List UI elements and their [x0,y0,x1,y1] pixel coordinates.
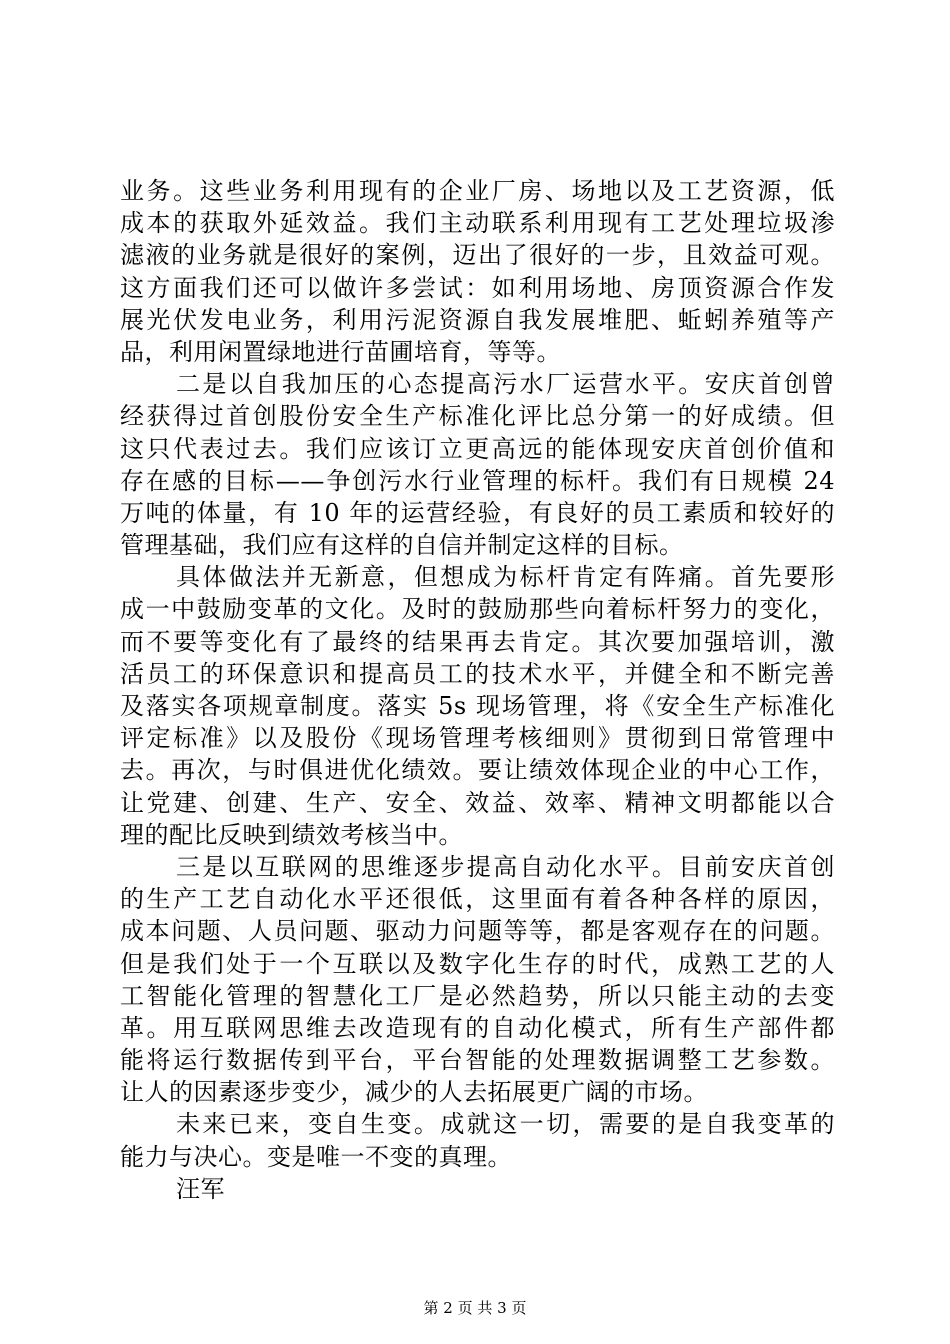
text-line: 成本问题、人员问题、驱动力问题等等，都是客观存在的问题。 [120,917,835,946]
paragraph [120,1108,835,1172]
text-line: 工智能化管理的智慧化工厂是必然趋势，所以只能主动的去变 [120,981,835,1010]
text-line: 评定标准》以及股份《现场管理考核细则》贯彻到日常管理中 [120,724,835,753]
text-line: 去。再次，与时俱进优化绩效。要让绩效体现企业的中心工作， [120,756,835,785]
text-line: 成本的获取外延效益。我们主动联系利用现有工艺处理垃圾渗 [120,209,835,238]
text-line: 存在感的目标——争创污水行业管理的标杆。我们有日规模 24 [120,466,835,495]
text-line: 业务。这些业务利用现有的企业厂房、场地以及工艺资源，低 [120,177,835,205]
text-line: 未来已来，变自生变。成就这一切，需要的是自我变革的 [176,1110,835,1139]
paragraph [120,368,835,561]
paragraph [120,851,835,1109]
text-line: 活员工的环保意识和提高员工的技术水平，并健全和不断完善 [120,659,835,688]
text-line: 这方面我们还可以做许多尝试：如利用场地、房顶资源合作发 [120,273,835,302]
text-line: 品，利用闲置绿地进行苗圃培育，等等。 [120,337,561,366]
text-line: 展光伏发电业务，利用污泥资源自我发展堆肥、蚯蚓养殖等产 [120,305,835,334]
text-line: 滤液的业务就是很好的案例，迈出了很好的一步，且效益可观。 [120,241,835,270]
text-line: 经获得过首创股份安全生产标准化评比总分第一的好成绩。但 [120,402,835,431]
text-line: 管理基础，我们应有这样的自信并制定这样的目标。 [120,531,684,560]
text-line: 让党建、创建、生产、安全、效益、效率、精神文明都能以合 [120,788,835,817]
page-number-footer: 第 2 页 共 3 页 [423,1299,527,1317]
paragraph [120,175,835,368]
paragraph [120,1173,835,1205]
paragraph [120,561,835,851]
text-line: 能将运行数据传到平台，平台智能的处理数据调整工艺参数。 [120,1046,835,1075]
text-line: 万吨的体量，有 10 年的运营经验，有良好的员工素质和较好的 [120,498,835,527]
text-line: 三是以互联网的思维逐步提高自动化水平。目前安庆首创 [176,852,835,881]
text-line: 革。用互联网思维去改造现有的自动化模式，所有生产部件都 [120,1013,835,1042]
text-line: 二是以自我加压的心态提高污水厂运营水平。安庆首创曾 [176,370,835,399]
text-line: 但是我们处于一个互联以及数字化生存的时代，成熟工艺的人 [120,949,835,978]
text-line: 这只代表过去。我们应该订立更高远的能体现安庆首创价值和 [120,434,835,463]
text-line: 及落实各项规章制度。落实 5s 现场管理，将《安全生产标准化 [120,692,835,720]
text-line: 的生产工艺自动化水平还很低，这里面有着各种各样的原因， [120,885,835,914]
text-line: 让人的因素逐步变少，减少的人去拓展更广阔的市场。 [120,1078,708,1107]
text-line: 而不要等变化有了最终的结果再去肯定。其次要加强培训，激 [120,627,835,656]
document-body [120,175,835,1205]
text-line: 理的配比反映到绩效考核当中。 [120,820,463,849]
text-line: 具体做法并无新意，但想成为标杆肯定有阵痛。首先要形 [176,563,835,592]
text-line: 能力与决心。变是唯一不变的真理。 [120,1142,512,1171]
text-line: 成一中鼓励变革的文化。及时的鼓励那些向着标杆努力的变化， [120,595,835,624]
text-line: 汪军 [176,1174,225,1203]
